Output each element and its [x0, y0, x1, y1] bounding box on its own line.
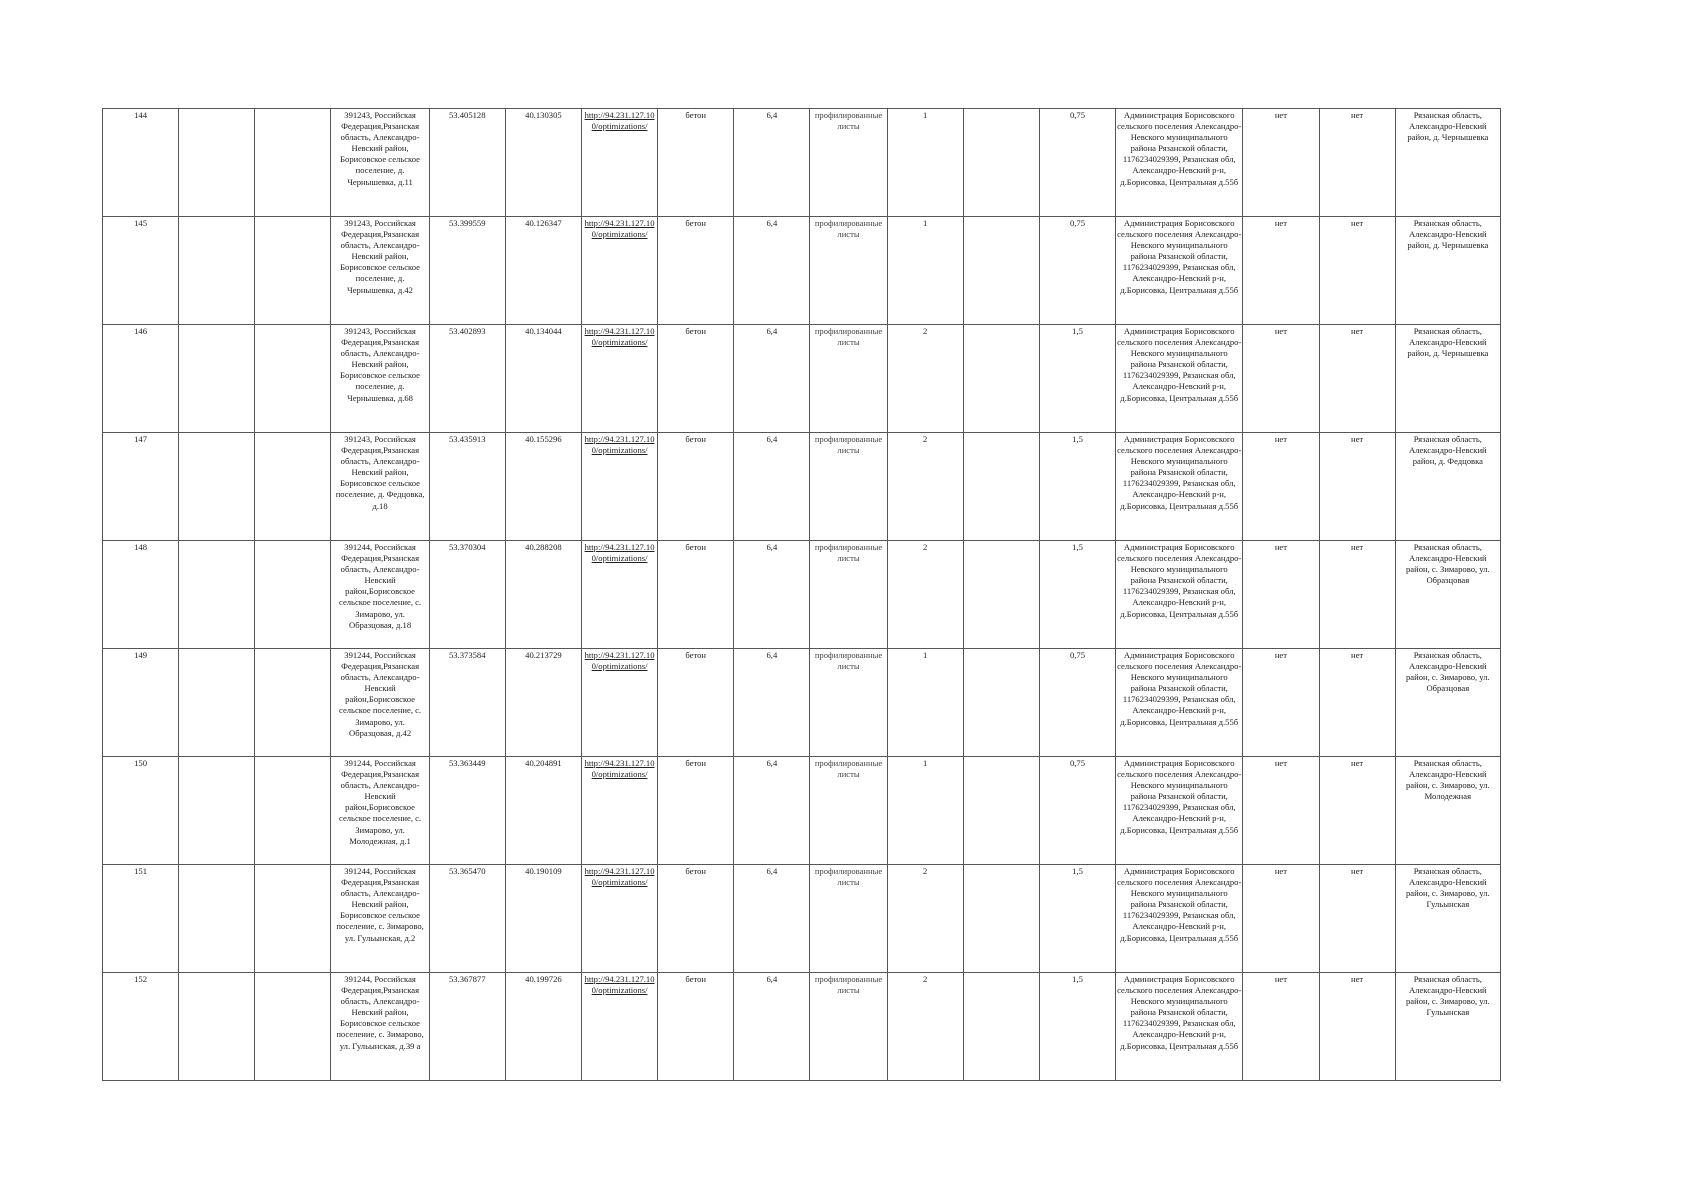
container-count-cell: 2 [887, 973, 963, 1081]
table-row [103, 433, 1501, 541]
flag-b-cell: нет [1319, 433, 1395, 541]
served-area-cell: Рязанская область, Александро-Невский район, д. Чернышевка [1395, 109, 1500, 217]
longitude-cell: 40.155296 [505, 433, 581, 541]
surface-cell: бетон [658, 757, 734, 865]
table-row [103, 325, 1501, 433]
address-cell: 391243, Российская Федерация,Рязанская область, Александро-Невский район, Борисовское сельское поселение, д. Федцовка, д.18 [331, 433, 429, 541]
area-cell: 6,4 [734, 433, 810, 541]
container-count-cell: 2 [887, 433, 963, 541]
owner-cell: Администрация Борисовского сельского поселения Александро-Невского муниципального района Рязанской области, 1176234029399, Рязанская обл, Александро-Невский р-н, д.Борисовка, Центральная д.55б [1116, 865, 1243, 973]
area-cell: 6,4 [734, 973, 810, 1081]
table-row [103, 217, 1501, 325]
address-cell: 391243, Российская Федерация,Рязанская область, Александро-Невский район, Борисовское сельское поселение, д. Чернышевка, д.68 [331, 325, 429, 433]
surface-cell: бетон [658, 217, 734, 325]
table-row [103, 757, 1501, 865]
empty-cell [963, 649, 1039, 757]
longitude-cell: 40.190109 [505, 865, 581, 973]
volume-cell: 1,5 [1039, 541, 1115, 649]
flag-a-cell: нет [1243, 649, 1319, 757]
empty-cell [255, 757, 331, 865]
owner-cell: Администрация Борисовского сельского поселения Александро-Невского муниципального района Рязанской области, 1176234029399, Рязанская обл, Александро-Невский р-н, д.Борисовка, Центральная д.55б [1116, 649, 1243, 757]
empty-cell [179, 325, 255, 433]
container-count-cell: 1 [887, 649, 963, 757]
longitude-cell: 40.204891 [505, 757, 581, 865]
longitude-cell: 40.199726 [505, 973, 581, 1081]
latitude-cell: 53.405128 [429, 109, 505, 217]
flag-b-cell: нет [1319, 217, 1395, 325]
fence-material-cell: профилированные листы [810, 109, 887, 217]
map-link[interactable]: http://94.231.127.100/optimizations/ [584, 434, 655, 456]
flag-b-cell: нет [1319, 973, 1395, 1081]
map-link-cell [581, 973, 657, 1081]
flag-a-cell: нет [1243, 541, 1319, 649]
flag-b-cell: нет [1319, 541, 1395, 649]
empty-cell [179, 433, 255, 541]
table-row [103, 541, 1501, 649]
fence-material-cell: профилированные листы [810, 757, 887, 865]
surface-cell: бетон [658, 433, 734, 541]
flag-b-cell: нет [1319, 325, 1395, 433]
area-cell: 6,4 [734, 757, 810, 865]
owner-cell: Администрация Борисовского сельского поселения Александро-Невского муниципального района Рязанской области, 1176234029399, Рязанская обл, Александро-Невский р-н, д.Борисовка, Центральная д.55б [1116, 973, 1243, 1081]
latitude-cell: 53.399559 [429, 217, 505, 325]
owner-cell: Администрация Борисовского сельского поселения Александро-Невского муниципального района Рязанской области, 1176234029399, Рязанская обл, Александро-Невский р-н, д.Борисовка, Центральная д.55б [1116, 325, 1243, 433]
registry-table [102, 108, 1501, 1081]
surface-cell: бетон [658, 649, 734, 757]
fence-material-cell: профилированные листы [810, 973, 887, 1081]
container-count-cell: 2 [887, 325, 963, 433]
owner-cell: Администрация Борисовского сельского поселения Александро-Невского муниципального района Рязанской области, 1176234029399, Рязанская обл, Александро-Невский р-н, д.Борисовка, Центральная д.55б [1116, 433, 1243, 541]
volume-cell: 1,5 [1039, 973, 1115, 1081]
map-link-cell [581, 757, 657, 865]
container-count-cell: 1 [887, 757, 963, 865]
row-number-cell: 151 [103, 865, 179, 973]
latitude-cell: 53.435913 [429, 433, 505, 541]
address-cell: 391244, Российская Федерация,Рязанская область, Александро-Невский район,Борисовское сельское поселение, с. Зимарово, ул. Образцовая, д.18 [331, 541, 429, 649]
map-link-cell [581, 325, 657, 433]
container-count-cell: 1 [887, 217, 963, 325]
row-number-cell: 149 [103, 649, 179, 757]
map-link[interactable]: http://94.231.127.100/optimizations/ [584, 218, 655, 240]
latitude-cell: 53.367877 [429, 973, 505, 1081]
table-row [103, 649, 1501, 757]
served-area-cell: Рязанская область, Александро-Невский район, д. Федцовка [1395, 433, 1500, 541]
flag-a-cell: нет [1243, 757, 1319, 865]
map-link[interactable]: http://94.231.127.100/optimizations/ [584, 110, 655, 132]
row-number-cell: 148 [103, 541, 179, 649]
area-cell: 6,4 [734, 865, 810, 973]
row-number-cell: 146 [103, 325, 179, 433]
empty-cell [179, 217, 255, 325]
container-count-cell: 2 [887, 541, 963, 649]
area-cell: 6,4 [734, 649, 810, 757]
empty-cell [255, 973, 331, 1081]
address-cell: 391244, Российская Федерация,Рязанская область, Александро-Невский район, Борисовское сельское поселение, с. Зимарово, ул. Гульынская, д.39 а [331, 973, 429, 1081]
flag-b-cell: нет [1319, 865, 1395, 973]
flag-b-cell: нет [1319, 109, 1395, 217]
owner-cell: Администрация Борисовского сельского поселения Александро-Невского муниципального района Рязанской области, 1176234029399, Рязанская обл, Александро-Невский р-н, д.Борисовка, Центральная д.55б [1116, 217, 1243, 325]
empty-cell [963, 325, 1039, 433]
owner-cell: Администрация Борисовского сельского поселения Александро-Невского муниципального района Рязанской области, 1176234029399, Рязанская обл, Александро-Невский р-н, д.Борисовка, Центральная д.55б [1116, 757, 1243, 865]
empty-cell [255, 541, 331, 649]
empty-cell [963, 973, 1039, 1081]
latitude-cell: 53.402893 [429, 325, 505, 433]
map-link[interactable]: http://94.231.127.100/optimizations/ [584, 974, 655, 996]
empty-cell [963, 865, 1039, 973]
row-number-cell: 145 [103, 217, 179, 325]
longitude-cell: 40.130305 [505, 109, 581, 217]
fence-material-cell: профилированные листы [810, 649, 887, 757]
surface-cell: бетон [658, 541, 734, 649]
empty-cell [179, 109, 255, 217]
flag-a-cell: нет [1243, 217, 1319, 325]
fence-material-cell: профилированные листы [810, 433, 887, 541]
served-area-cell: Рязанская область, Александро-Невский район, д. Чернышевка [1395, 325, 1500, 433]
container-count-cell: 2 [887, 865, 963, 973]
address-cell: 391244, Российская Федерация,Рязанская область, Александро-Невский район, Борисовское сельское поселение, с. Зимарово, ул. Гульынская, д.2 [331, 865, 429, 973]
empty-cell [963, 757, 1039, 865]
empty-cell [179, 973, 255, 1081]
longitude-cell: 40.126347 [505, 217, 581, 325]
served-area-cell: Рязанская область, Александро-Невский район, д. Чернышевка [1395, 217, 1500, 325]
table-row [103, 109, 1501, 217]
empty-cell [963, 541, 1039, 649]
owner-cell: Администрация Борисовского сельского поселения Александро-Невского муниципального района Рязанской области, 1176234029399, Рязанская обл, Александро-Невский р-н, д.Борисовка, Центральная д.55б [1116, 109, 1243, 217]
map-link-cell [581, 109, 657, 217]
surface-cell: бетон [658, 865, 734, 973]
empty-cell [179, 649, 255, 757]
flag-a-cell: нет [1243, 109, 1319, 217]
volume-cell: 0,75 [1039, 217, 1115, 325]
owner-cell: Администрация Борисовского сельского поселения Александро-Невского муниципального района Рязанской области, 1176234029399, Рязанская обл, Александро-Невский р-н, д.Борисовка, Центральная д.55б [1116, 541, 1243, 649]
table-body [103, 109, 1501, 1081]
volume-cell: 1,5 [1039, 865, 1115, 973]
address-cell: 391243, Российская Федерация,Рязанская область, Александро-Невский район, Борисовское сельское поселение, д. Чернышевка, д.11 [331, 109, 429, 217]
flag-a-cell: нет [1243, 433, 1319, 541]
map-link[interactable]: http://94.231.127.100/optimizations/ [584, 542, 655, 564]
flag-a-cell: нет [1243, 865, 1319, 973]
map-link[interactable]: http://94.231.127.100/optimizations/ [584, 326, 655, 348]
area-cell: 6,4 [734, 325, 810, 433]
volume-cell: 0,75 [1039, 649, 1115, 757]
fence-material-cell: профилированные листы [810, 217, 887, 325]
container-count-cell: 1 [887, 109, 963, 217]
served-area-cell: Рязанская область, Александро-Невский район, с. Зимарово, ул. Образцовая [1395, 649, 1500, 757]
fence-material-cell: профилированные листы [810, 325, 887, 433]
row-number-cell: 144 [103, 109, 179, 217]
fence-material-cell: профилированные листы [810, 865, 887, 973]
empty-cell [255, 325, 331, 433]
map-link-cell [581, 217, 657, 325]
empty-cell [963, 109, 1039, 217]
map-link[interactable]: http://94.231.127.100/optimizations/ [584, 650, 655, 672]
map-link-cell [581, 541, 657, 649]
flag-b-cell: нет [1319, 757, 1395, 865]
empty-cell [255, 649, 331, 757]
longitude-cell: 40.213729 [505, 649, 581, 757]
surface-cell: бетон [658, 325, 734, 433]
surface-cell: бетон [658, 109, 734, 217]
map-link-cell [581, 865, 657, 973]
fence-material-cell: профилированные листы [810, 541, 887, 649]
row-number-cell: 152 [103, 973, 179, 1081]
map-link-cell [581, 649, 657, 757]
empty-cell [255, 109, 331, 217]
address-cell: 391244, Российская Федерация,Рязанская область, Александро-Невский район,Борисовское сельское поселение, с. Зимарово, ул. Молодежная, д.1 [331, 757, 429, 865]
served-area-cell: Рязанская область, Александро-Невский район, с. Зимарово, ул. Гульынская [1395, 865, 1500, 973]
volume-cell: 0,75 [1039, 757, 1115, 865]
row-number-cell: 150 [103, 757, 179, 865]
map-link[interactable]: http://94.231.127.100/optimizations/ [584, 866, 655, 888]
empty-cell [255, 865, 331, 973]
area-cell: 6,4 [734, 541, 810, 649]
area-cell: 6,4 [734, 109, 810, 217]
volume-cell: 1,5 [1039, 325, 1115, 433]
address-cell: 391244, Российская Федерация,Рязанская область, Александро-Невский район,Борисовское сельское поселение, с. Зимарово, ул. Образцовая, д.42 [331, 649, 429, 757]
longitude-cell: 40.134044 [505, 325, 581, 433]
served-area-cell: Рязанская область, Александро-Невский район, с. Зимарово, ул. Гульынская [1395, 973, 1500, 1081]
surface-cell: бетон [658, 973, 734, 1081]
empty-cell [255, 217, 331, 325]
served-area-cell: Рязанская область, Александро-Невский район, с. Зимарово, ул. Образцовая [1395, 541, 1500, 649]
row-number-cell: 147 [103, 433, 179, 541]
latitude-cell: 53.373584 [429, 649, 505, 757]
served-area-cell: Рязанская область, Александро-Невский район, с. Зимарово, ул. Молодежная [1395, 757, 1500, 865]
volume-cell: 0,75 [1039, 109, 1115, 217]
empty-cell [179, 541, 255, 649]
flag-b-cell: нет [1319, 649, 1395, 757]
latitude-cell: 53.370304 [429, 541, 505, 649]
flag-a-cell: нет [1243, 325, 1319, 433]
latitude-cell: 53.363449 [429, 757, 505, 865]
empty-cell [255, 433, 331, 541]
latitude-cell: 53.365470 [429, 865, 505, 973]
table-row [103, 973, 1501, 1081]
table-row [103, 865, 1501, 973]
volume-cell: 1,5 [1039, 433, 1115, 541]
empty-cell [179, 865, 255, 973]
empty-cell [179, 757, 255, 865]
empty-cell [963, 433, 1039, 541]
map-link[interactable]: http://94.231.127.100/optimizations/ [584, 758, 655, 780]
empty-cell [963, 217, 1039, 325]
area-cell: 6,4 [734, 217, 810, 325]
flag-a-cell: нет [1243, 973, 1319, 1081]
address-cell: 391243, Российская Федерация,Рязанская область, Александро-Невский район, Борисовское сельское поселение, д. Чернышевка, д.42 [331, 217, 429, 325]
map-link-cell [581, 433, 657, 541]
longitude-cell: 40.288208 [505, 541, 581, 649]
